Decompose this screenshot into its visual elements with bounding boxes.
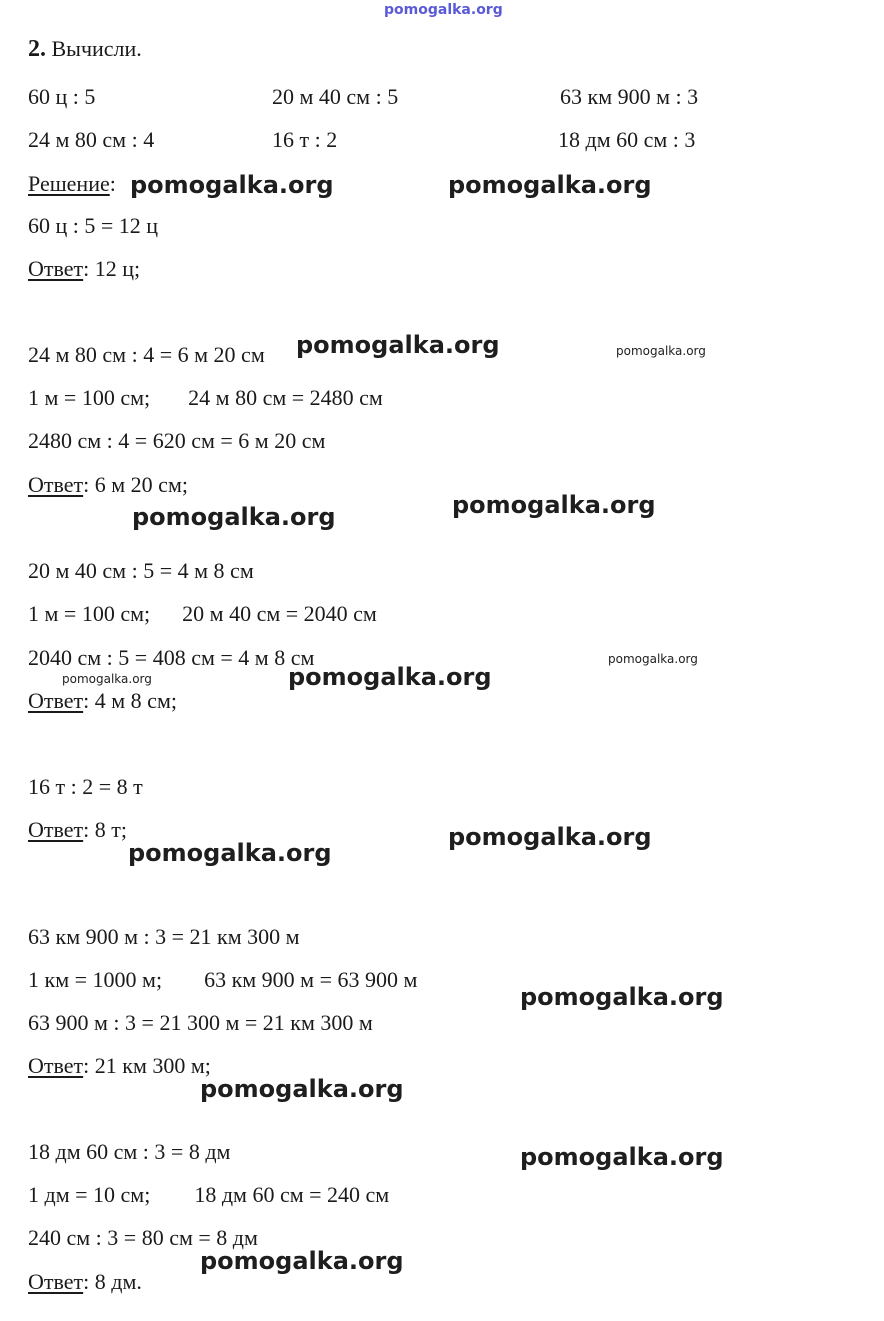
solution-line: 63 900 м : 3 = 21 300 м = 21 км 300 м <box>28 1010 373 1035</box>
watermark: pomogalka.org <box>296 331 500 359</box>
problem-4: 24 м 80 см : 4 <box>28 127 155 152</box>
conversion-line: 1 км = 1000 м; 63 км 900 м = 63 900 м <box>28 967 418 992</box>
answer-line: Ответ: 21 км 300 м; <box>28 1053 211 1078</box>
conversion-line: 1 м = 100 см; 20 м 40 см = 2040 см <box>28 601 377 626</box>
solution-line: 24 м 80 см : 4 = 6 м 20 см <box>28 342 265 367</box>
answer-line: Ответ: 4 м 8 см; <box>28 688 177 713</box>
problem-2: 20 м 40 см : 5 <box>272 84 399 109</box>
problem-1: 60 ц : 5 <box>28 84 96 109</box>
task-heading <box>28 36 142 62</box>
task-title: Вычисли. <box>51 36 142 61</box>
watermark: pomogalka.org <box>288 663 492 691</box>
solution-line: 18 дм 60 см : 3 = 8 дм <box>28 1139 231 1164</box>
watermark: pomogalka.org <box>200 1247 404 1275</box>
solution-line: 240 см : 3 = 80 см = 8 дм <box>28 1225 258 1250</box>
solution-line: 2040 см : 5 = 408 см = 4 м 8 см <box>28 645 315 670</box>
problem-3: 63 км 900 м : 3 <box>560 84 699 109</box>
conversion-line: 1 м = 100 см; 24 м 80 см = 2480 см <box>28 385 383 410</box>
watermark: pomogalka.org <box>608 652 698 666</box>
answer-line: Ответ: 6 м 20 см; <box>28 472 188 497</box>
watermark: pomogalka.org <box>448 171 652 199</box>
watermark: pomogalka.org <box>200 1075 404 1103</box>
watermark: pomogalka.org <box>452 491 656 519</box>
watermark: pomogalka.org <box>130 171 334 199</box>
watermark: pomogalka.org <box>132 503 336 531</box>
site-header-link[interactable]: pomogalka.org <box>384 2 503 18</box>
solution-line: 16 т : 2 = 8 т <box>28 774 143 799</box>
problem-6: 18 дм 60 см : 3 <box>558 127 696 152</box>
answer-line: Ответ: 8 т; <box>28 817 127 842</box>
solution-line: 60 ц : 5 = 12 ц <box>28 213 159 238</box>
task-number: 2. <box>28 36 46 62</box>
watermark: pomogalka.org <box>448 823 652 851</box>
conversion-line: 1 дм = 10 см; 18 дм 60 см = 240 см <box>28 1182 390 1207</box>
solution-label: Решение: <box>28 171 116 196</box>
solution-line: 63 км 900 м : 3 = 21 км 300 м <box>28 924 300 949</box>
watermark: pomogalka.org <box>616 344 706 358</box>
watermark: pomogalka.org <box>128 839 332 867</box>
watermark: pomogalka.org <box>520 983 724 1011</box>
solution-line: 2480 см : 4 = 620 см = 6 м 20 см <box>28 428 326 453</box>
answer-line: Ответ: 12 ц; <box>28 256 141 281</box>
watermark: pomogalka.org <box>520 1143 724 1171</box>
watermark: pomogalka.org <box>62 672 152 686</box>
answer-line: Ответ: 8 дм. <box>28 1269 142 1294</box>
solution-line: 20 м 40 см : 5 = 4 м 8 см <box>28 558 254 583</box>
problem-5: 16 т : 2 <box>272 127 338 152</box>
